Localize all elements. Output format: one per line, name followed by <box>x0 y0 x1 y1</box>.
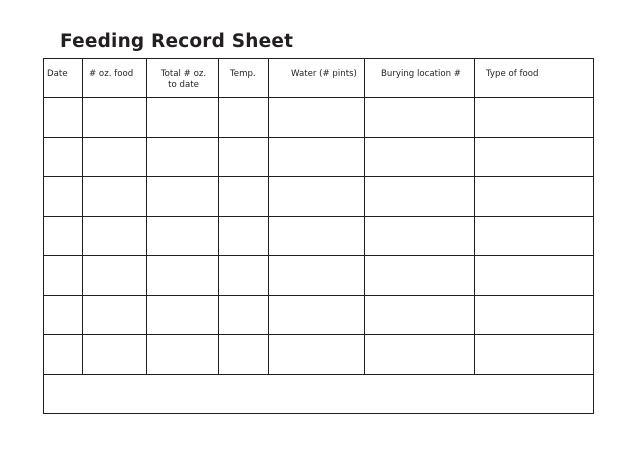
table-row-6[interactable] <box>44 296 82 334</box>
column-header-total-oz-line2: to date <box>168 80 199 90</box>
column-header-date: Date <box>47 69 68 79</box>
column-header-water: Water (# pints) <box>291 69 357 79</box>
row-divider <box>44 334 593 335</box>
column-header-total-oz-line1: Total # oz. <box>160 69 207 79</box>
column-header-temp: Temp. <box>230 69 256 79</box>
row-divider <box>44 216 593 217</box>
column-header-burying-location: Burying location # <box>381 69 462 79</box>
table-row-2[interactable] <box>44 138 82 176</box>
table-row-4[interactable] <box>44 217 82 255</box>
table-row-3[interactable] <box>44 177 82 216</box>
row-divider <box>44 137 593 138</box>
page-title: Feeding Record Sheet <box>60 31 294 52</box>
column-header-type-of-food: Type of food <box>486 69 539 79</box>
notes-area[interactable] <box>44 375 593 413</box>
row-divider <box>44 97 593 98</box>
table-row-1[interactable] <box>44 98 82 137</box>
column-header-oz-food: # oz. food <box>89 69 134 79</box>
feeding-record-table <box>43 58 594 414</box>
row-divider <box>44 176 593 177</box>
table-row-5[interactable] <box>44 256 82 295</box>
column-header-total-oz <box>151 69 216 91</box>
row-divider <box>44 255 593 256</box>
table-row-7[interactable] <box>44 335 82 374</box>
row-divider <box>44 295 593 296</box>
